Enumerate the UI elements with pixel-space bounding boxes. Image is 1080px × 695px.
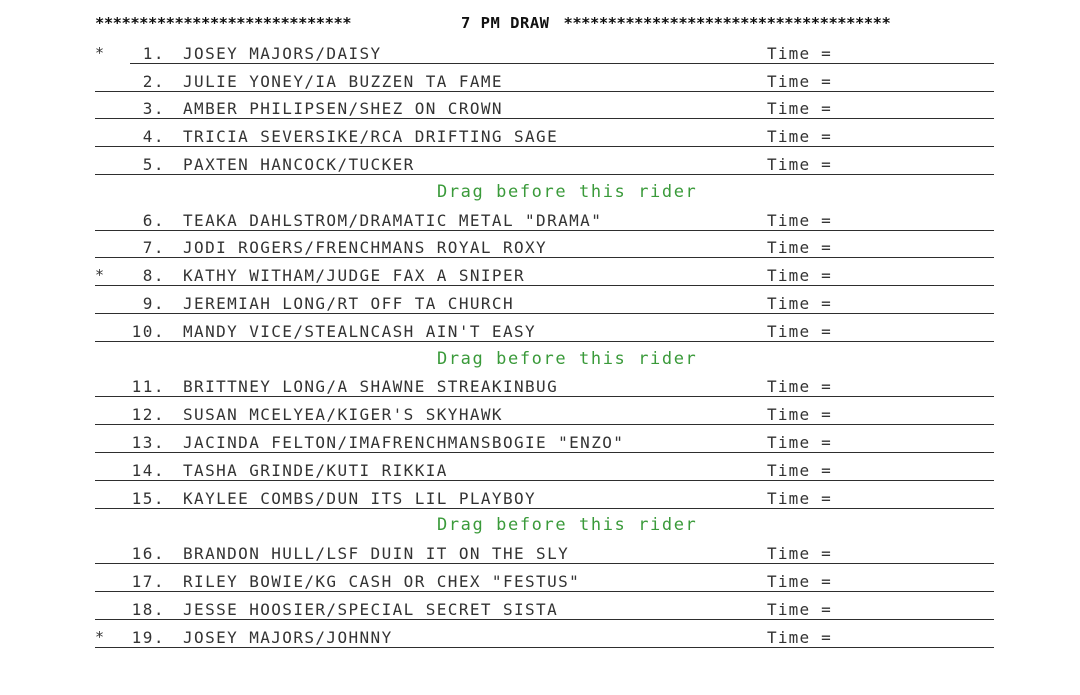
rider-horse-name: JOSEY MAJORS/DAISY xyxy=(183,43,382,63)
draw-number: 2. xyxy=(142,71,165,91)
rider-row xyxy=(0,370,1080,398)
draw-number: 7. xyxy=(142,238,165,258)
rider-horse-name: JEREMIAH LONG/RT OFF TA CHURCH xyxy=(183,293,514,313)
draw-number: 4. xyxy=(142,127,165,147)
draw-number: 6. xyxy=(142,210,165,230)
rider-row xyxy=(0,147,1080,175)
rider-row xyxy=(0,453,1080,481)
draw-header xyxy=(95,10,995,36)
rider-row xyxy=(0,231,1080,259)
rider-horse-name: JACINDA FELTON/IMAFRENCHMANSBOGIE "ENZO" xyxy=(183,432,625,452)
drag-notice xyxy=(0,342,1080,370)
time-field: Time = xyxy=(767,127,832,147)
time-field: Time = xyxy=(767,43,832,63)
rider-row xyxy=(0,203,1080,231)
draw-number: 19. xyxy=(131,627,165,647)
time-field: Time = xyxy=(767,293,832,313)
rider-horse-name: TEAKA DAHLSTROM/DRAMATIC METAL "DRAMA" xyxy=(183,210,603,230)
draw-number: 12. xyxy=(131,405,165,425)
drag-notice-text: Drag before this rider xyxy=(437,181,698,202)
time-field: Time = xyxy=(767,460,832,480)
time-field: Time = xyxy=(767,377,832,397)
rider-horse-name: MANDY VICE/STEALNCASH AIN'T EASY xyxy=(183,321,537,341)
star-marker: * xyxy=(95,43,105,62)
header-stars-left: ***************************** xyxy=(95,14,352,32)
time-field: Time = xyxy=(767,99,832,119)
time-field: Time = xyxy=(767,266,832,286)
rider-horse-name: KAYLEE COMBS/DUN ITS LIL PLAYBOY xyxy=(183,488,537,508)
draw-number: 3. xyxy=(142,99,165,119)
rider-row xyxy=(0,481,1080,509)
draw-number: 1. xyxy=(142,43,165,63)
draw-number: 16. xyxy=(131,544,165,564)
time-field: Time = xyxy=(767,488,832,508)
rider-horse-name: JESSE HOOSIER/SPECIAL SECRET SISTA xyxy=(183,599,559,619)
draw-number: 18. xyxy=(131,599,165,619)
rider-horse-name: BRANDON HULL/LSF DUIN IT ON THE SLY xyxy=(183,544,570,564)
time-field: Time = xyxy=(767,405,832,425)
rider-row xyxy=(0,620,1080,648)
time-field: Time = xyxy=(767,71,832,91)
rider-row xyxy=(0,592,1080,620)
time-field: Time = xyxy=(767,544,832,564)
rider-row xyxy=(0,397,1080,425)
draw-number: 17. xyxy=(131,571,165,591)
time-field: Time = xyxy=(767,627,832,647)
draw-number: 9. xyxy=(142,293,165,313)
time-field: Time = xyxy=(767,599,832,619)
time-field: Time = xyxy=(767,154,832,174)
time-field: Time = xyxy=(767,571,832,591)
rider-horse-name: JODI ROGERS/FRENCHMANS ROYAL ROXY xyxy=(183,238,548,258)
header-stars-right: ************************************* xyxy=(563,14,891,32)
rider-horse-name: BRITTNEY LONG/A SHAWNE STREAKINBUG xyxy=(183,377,559,397)
rider-row xyxy=(0,92,1080,120)
rider-horse-name: KATHY WITHAM/JUDGE FAX A SNIPER xyxy=(183,266,526,286)
row-underline xyxy=(95,647,994,648)
draw-number: 14. xyxy=(131,460,165,480)
draw-list xyxy=(0,36,1080,648)
time-field: Time = xyxy=(767,210,832,230)
time-field: Time = xyxy=(767,432,832,452)
rider-row xyxy=(0,564,1080,592)
rider-horse-name: TRICIA SEVERSIKE/RCA DRIFTING SAGE xyxy=(183,127,559,147)
drag-notice-text: Drag before this rider xyxy=(437,348,698,369)
rider-row xyxy=(0,286,1080,314)
rider-horse-name: TASHA GRINDE/KUTI RIKKIA xyxy=(183,460,448,480)
draw-number: 13. xyxy=(131,432,165,452)
drag-notice xyxy=(0,509,1080,537)
draw-number: 8. xyxy=(142,266,165,286)
rider-horse-name: JOSEY MAJORS/JOHNNY xyxy=(183,627,393,647)
rider-horse-name: AMBER PHILIPSEN/SHEZ ON CROWN xyxy=(183,99,503,119)
rider-row xyxy=(0,536,1080,564)
draw-number: 5. xyxy=(142,154,165,174)
draw-title: 7 PM DRAW xyxy=(461,14,550,32)
draw-number: 11. xyxy=(131,377,165,397)
drag-notice-text: Drag before this rider xyxy=(437,515,698,536)
drag-notice xyxy=(0,175,1080,203)
rider-horse-name: RILEY BOWIE/KG CASH OR CHEX "FESTUS" xyxy=(183,571,581,591)
rider-horse-name: SUSAN MCELYEA/KIGER'S SKYHAWK xyxy=(183,405,503,425)
rider-row xyxy=(0,258,1080,286)
draw-number: 10. xyxy=(131,321,165,341)
time-field: Time = xyxy=(767,321,832,341)
star-marker: * xyxy=(95,627,105,646)
rider-row xyxy=(0,425,1080,453)
rider-horse-name: PAXTEN HANCOCK/TUCKER xyxy=(183,154,415,174)
rider-row xyxy=(0,119,1080,147)
star-marker: * xyxy=(95,266,105,285)
rider-row xyxy=(0,36,1080,64)
rider-row xyxy=(0,64,1080,92)
rider-row xyxy=(0,314,1080,342)
time-field: Time = xyxy=(767,238,832,258)
draw-number: 15. xyxy=(131,488,165,508)
rider-horse-name: JULIE YONEY/IA BUZZEN TA FAME xyxy=(183,71,503,91)
